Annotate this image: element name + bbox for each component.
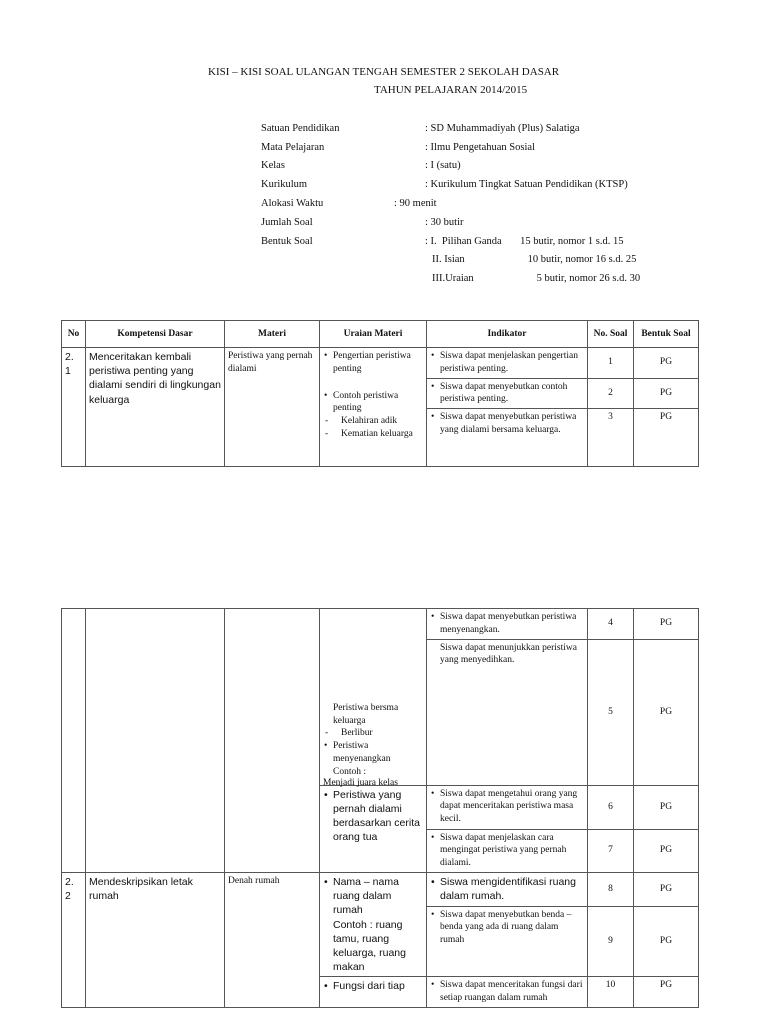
uraian-item: Peristiwa bersma keluarga — [333, 702, 399, 726]
no-soal: 6 — [588, 785, 634, 829]
bentuk-soal: PG — [634, 378, 699, 409]
uraian-item: • Fungsi dari tiap — [333, 979, 423, 993]
header-materi: Materi — [225, 321, 320, 348]
no-soal: 9 — [588, 906, 634, 977]
indikator: • Siswa mengidentifikasi ruang dalam rumah. — [427, 873, 588, 907]
indikator: • Siswa dapat menjelaskan cara mengingat peristiwa yang pernah dialami. — [427, 829, 588, 872]
info-value: : 90 menit — [394, 198, 437, 209]
uraian-item: • Contoh peristiwa penting — [333, 390, 423, 416]
materi: Peristiwa yang pernah dialami — [225, 348, 320, 467]
materi — [225, 609, 320, 873]
indikator: • Siswa dapat menjelaskan pengertian peristiwa penting. — [427, 348, 588, 379]
uraian-materi — [320, 348, 427, 467]
kisi-table-1 — [61, 320, 699, 467]
info-value: : I (satu) — [425, 160, 461, 171]
info-label: Jumlah Soal — [261, 217, 313, 228]
bentuk-soal: PG — [634, 348, 699, 379]
indikator: • Siswa dapat menyebutkan contoh peristiwa penting. — [427, 378, 588, 409]
info-value: : Kurikulum Tingkat Satuan Pendidikan (KTSP) — [425, 179, 628, 190]
header-no-soal: No. Soal — [588, 321, 634, 348]
bentuk-soal: PG — [634, 906, 699, 977]
uraian-item: • Nama – nama ruang dalam rumah Contoh : ruang tamu, ruang keluarga, ruang makan — [333, 875, 423, 974]
bentuk-soal: PG — [634, 829, 699, 872]
no-soal: 2 — [588, 378, 634, 409]
header-no: No — [62, 321, 86, 348]
row-no: 2. 1 — [62, 348, 86, 467]
uraian-materi — [320, 785, 427, 872]
materi: Denah rumah — [225, 873, 320, 1008]
uraian-item: • Peristiwa yang pernah dialami berdasarkan cerita orang tua — [333, 788, 423, 845]
row-no: 2. 2 — [62, 873, 86, 1008]
no-soal: 5 — [588, 639, 634, 785]
info-label: Mata Pelajaran — [261, 142, 325, 153]
bentuk-soal: PG — [634, 639, 699, 785]
header-kompetensi: Kompetensi Dasar — [86, 321, 225, 348]
kompetensi-dasar — [86, 609, 225, 873]
no-soal: 7 — [588, 829, 634, 872]
indikator: • Siswa dapat mengetahui orang yang dapat menceritakan peristiwa masa kecil. — [427, 785, 588, 829]
info-label: Alokasi Waktu — [261, 198, 324, 209]
uraian-materi — [320, 977, 427, 1008]
kisi-table-2 — [61, 608, 699, 1008]
document-title: KISI – KISI SOAL ULANGAN TENGAH SEMESTER 2 SEKOLAH DASAR — [208, 66, 560, 78]
info-value: : Ilmu Pengetahuan Sosial — [425, 142, 535, 153]
no-soal: 4 — [588, 609, 634, 640]
header-indikator: Indikator — [427, 321, 588, 348]
indikator: Siswa dapat menunjukkan peristiwa yang menyedihkan. — [427, 639, 588, 785]
kompetensi-dasar: Menceritakan kembali peristiwa penting yang dialami sendiri di lingkungan keluarga — [86, 348, 225, 467]
bentuk-soal: PG — [634, 609, 699, 640]
uraian-item: Contoh : — [333, 766, 366, 777]
bentuk-soal: PG — [634, 873, 699, 907]
info-label: Bentuk Soal — [261, 236, 313, 247]
info-label: Satuan Pendidikan — [261, 123, 340, 134]
info-value: : 30 butir — [425, 217, 464, 228]
uraian-subitem: - Kematian keluarga — [341, 428, 423, 441]
info-value: II. Isian 10 butir, nomor 16 s.d. 25 — [432, 254, 637, 265]
document-subtitle: TAHUN PELAJARAN 2014/2015 — [374, 84, 528, 96]
bentuk-soal: PG — [634, 785, 699, 829]
bentuk-soal: PG — [634, 977, 699, 1008]
header-uraian: Uraian Materi — [320, 321, 427, 348]
indikator: • Siswa dapat menyebutkan peristiwa menyenangkan. — [427, 609, 588, 640]
info-value: III.Uraian 5 butir, nomor 26 s.d. 30 — [432, 273, 641, 284]
uraian-item: Menjadi juara kelas — [323, 777, 398, 788]
info-label: Kurikulum — [261, 179, 308, 190]
uraian-materi — [320, 873, 427, 977]
indikator: • Siswa dapat menceritakan fungsi dari setiap ruangan dalam rumah — [427, 977, 588, 1008]
uraian-item: • Peristiwa menyenangkan — [333, 740, 423, 766]
no-soal: 10 — [588, 977, 634, 1008]
no-soal: 3 — [588, 409, 634, 467]
info-value: : SD Muhammadiyah (Plus) Salatiga — [425, 123, 580, 134]
info-value: : I. Pilihan Ganda 15 butir, nomor 1 s.d. 15 — [425, 236, 624, 247]
row-no — [62, 609, 86, 873]
indikator: • Siswa dapat menyebutkan benda – benda yang ada di ruang dalam rumah — [427, 906, 588, 977]
uraian-subitem: - Berlibur — [341, 727, 423, 740]
bentuk-soal: PG — [634, 409, 699, 467]
header-bentuk-soal: Bentuk Soal — [634, 321, 699, 348]
uraian-item: • Pengertian peristiwa penting — [333, 350, 423, 376]
no-soal: 8 — [588, 873, 634, 907]
no-soal: 1 — [588, 348, 634, 379]
kompetensi-dasar: Mendeskripsikan letak rumah — [86, 873, 225, 1008]
indikator: • Siswa dapat menyebutkan peristiwa yang dialami bersama keluarga. — [427, 409, 588, 467]
uraian-subitem: - Kelahiran adik — [341, 415, 423, 428]
info-label: Kelas — [261, 160, 285, 171]
uraian-materi — [320, 609, 427, 786]
